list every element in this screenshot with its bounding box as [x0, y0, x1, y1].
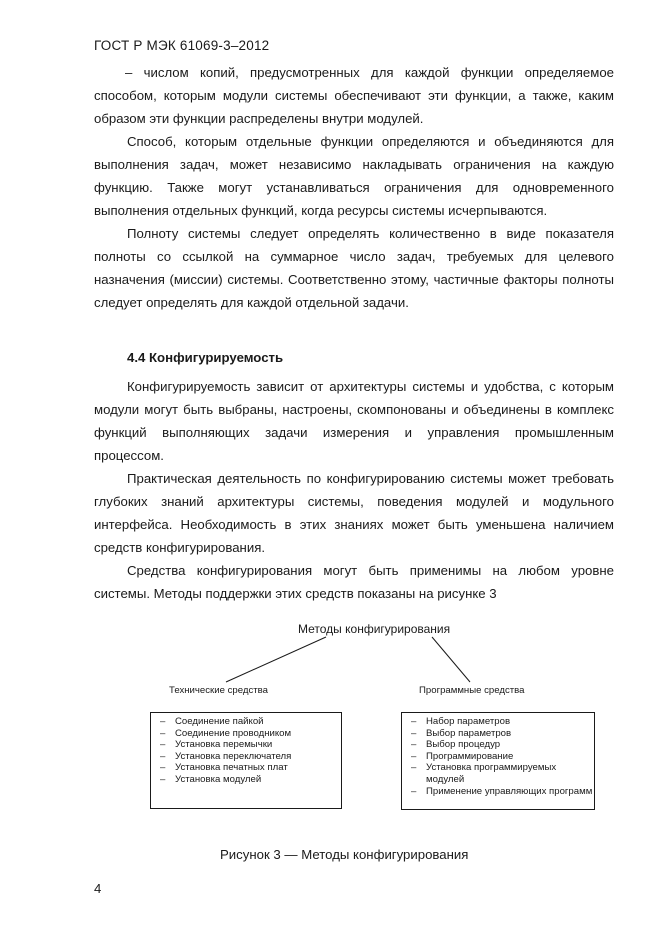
list-item: – Соединение пайкой — [160, 716, 264, 727]
paragraph-configurability: Конфигурируемость зависит от архитектуры системы и удобства, с которым модули могут быть выбраны, настроены, скомпонованы и объединены в комплекс функций выполняющих задачи измерения и управления промышленным процессом. — [94, 379, 614, 463]
paragraph-practical: Практическая деятельность по конфигурированию системы может требовать глубоких знаний архитектуры системы, поведения модулей и модульного интерфейса. Необходимость в этих знаниях может быть уменьшена наличием средств конфигурирования. — [94, 471, 614, 555]
paragraph-tools: Средства конфигурирования могут быть применимы на любом уровне системы. Методы поддержки этих средств показаны на рисунке 3 — [94, 563, 614, 601]
list-item: – Соединение проводником — [160, 727, 292, 739]
page-number: 4 — [94, 881, 102, 896]
list-item: – Набор параметров — [411, 716, 511, 727]
section-heading: 4.4 Конфигурируемость — [127, 350, 284, 365]
software-box — [401, 712, 595, 810]
paragraph-completeness: Полноту системы следует определять количественно в виде показателя полноты со ссылкой на суммарное число задач, требуемых для целевого назначения (миссии) системы. Соответственно этому, частичные факторы полноты следует определять для каждой отдельной задачи. — [94, 226, 614, 310]
list-item: – Выбор процедур — [411, 739, 501, 751]
figure-caption: Рисунок 3 — Методы конфигурирования — [220, 847, 469, 862]
connector-left — [226, 637, 326, 682]
hardware-box — [150, 712, 342, 809]
document-header: ГОСТ Р МЭК 61069-3–2012 — [94, 38, 270, 53]
hardware-label: Технические средства — [169, 685, 268, 696]
list-item: – Установка печатных плат — [160, 762, 288, 774]
paragraph-dash-item: – числом копий, предусмотренных для каждой функции определяемое способом, которым модули системы обеспечивают эти функции, а также, каким образом эти функции распределены внутри модулей. — [94, 65, 614, 126]
paragraph-functions: Способ, которым отдельные функции определяются и объединяются для выполнения задач, может независимо накладывать ограничения на каждую функцию. Также могут устанавливаться ограничения для одновременного выполнения отдельных функций, когда ресурсы системы исчерпываются. — [94, 134, 614, 218]
list-item: – Установка программируемых модулей — [411, 762, 557, 785]
list-item: – Программирование — [411, 750, 514, 762]
software-label: Программные средства — [419, 685, 525, 696]
connector-right — [432, 637, 470, 682]
list-item: – Выбор параметров — [411, 727, 512, 739]
diagram-title: Методы конфигурирования — [298, 622, 451, 636]
list-item: – Установка перемычки — [160, 739, 273, 751]
list-item: – Применение управляющих программ — [411, 785, 593, 797]
list-item: – Установка переключателя — [160, 750, 292, 762]
list-item: – Установка модулей — [160, 773, 262, 785]
